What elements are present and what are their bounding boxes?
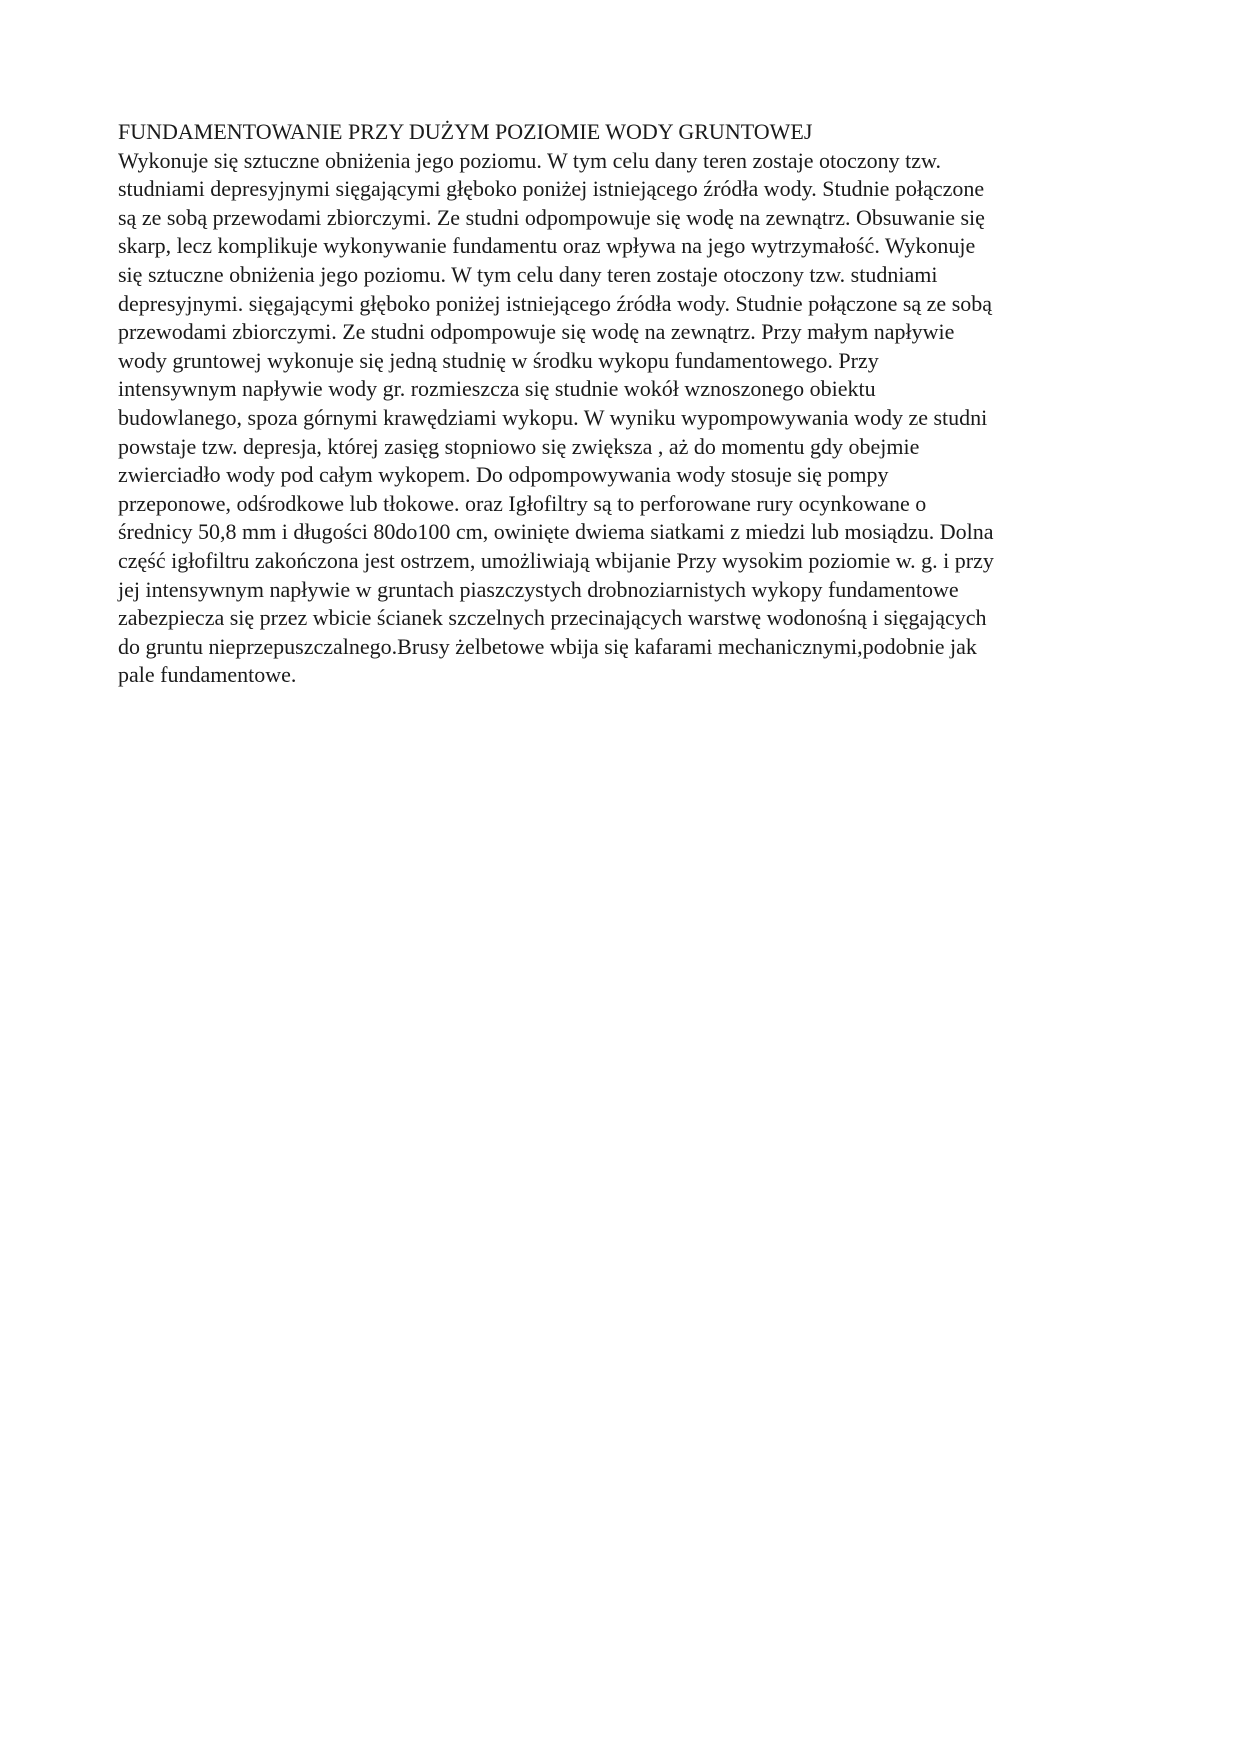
body-line: przeponowe, odśrodkowe lub tłokowe. oraz Igłofiltry są to perforowane rury ocynkowane o xyxy=(118,490,927,516)
document-body xyxy=(118,147,1118,690)
body-line: Wykonuje się sztuczne obniżenia jego poziomu. W tym celu dany teren zostaje otoczony tzw. xyxy=(118,147,942,173)
body-line: średnicy 50,8 mm i długości 80do100 cm, owinięte dwiema siatkami z miedzi lub mosiądzu. Dolna xyxy=(118,519,994,545)
body-line: skarp, lecz komplikuje wykonywanie fundamentu oraz wpływa na jego wytrzymałość. Wykonuje xyxy=(118,233,976,259)
body-line: wody gruntowej wykonuje się jedną studnię w środku wykopu fundamentowego. Przy xyxy=(118,347,879,373)
body-line: zabezpiecza się przez wbicie ścianek szczelnych przecinających warstwę wodonośną i sięgających xyxy=(118,605,987,631)
body-line: się sztuczne obniżenia jego poziomu. W tym celu dany teren zostaje otoczony tzw. studniami xyxy=(118,261,938,287)
body-line: powstaje tzw. depresja, której zasięg stopniowo się zwiększa , aż do momentu gdy obejmie xyxy=(118,433,920,459)
document-content xyxy=(118,118,1118,690)
body-line: przewodami zbiorczymi. Ze studni odpompowuje się wodę na zewnątrz. Przy małym napływie xyxy=(118,319,955,345)
body-line: budowlanego, spoza górnymi krawędziami wykopu. W wyniku wypompowywania wody ze studni xyxy=(118,404,988,430)
body-line: intensywnym napływie wody gr. rozmieszcza się studnie wokół wznoszonego obiektu xyxy=(118,376,876,402)
body-line: pale fundamentowe. xyxy=(118,662,297,688)
body-line: część igłofiltru zakończona jest ostrzem, umożliwiają wbijanie Przy wysokim poziomie w. g. i przy xyxy=(118,547,994,573)
body-line: jej intensywnym napływie w gruntach piaszczystych drobnoziarnistych wykopy fundamentowe xyxy=(118,576,959,602)
body-line: zwierciadło wody pod całym wykopem. Do odpompowywania wody stosuje się pompy xyxy=(118,462,889,488)
body-line: studniami depresyjnymi sięgającymi głęboko poniżej istniejącego źródła wody. Studnie połączone xyxy=(118,176,985,202)
document-title: FUNDAMENTOWANIE PRZY DUŻYM POZIOMIE WODY GRUNTOWEJ xyxy=(118,119,813,144)
body-line: do gruntu nieprzepuszczalnego.Brusy żelbetowe wbija się kafarami mechanicznymi,podobnie jak xyxy=(118,633,977,659)
body-line: depresyjnymi. sięgającymi głęboko poniżej istniejącego źródła wody. Studnie połączone są ze sobą xyxy=(118,290,993,316)
body-line: są ze sobą przewodami zbiorczymi. Ze studni odpompowuje się wodę na zewnątrz. Obsuwanie się xyxy=(118,204,985,230)
